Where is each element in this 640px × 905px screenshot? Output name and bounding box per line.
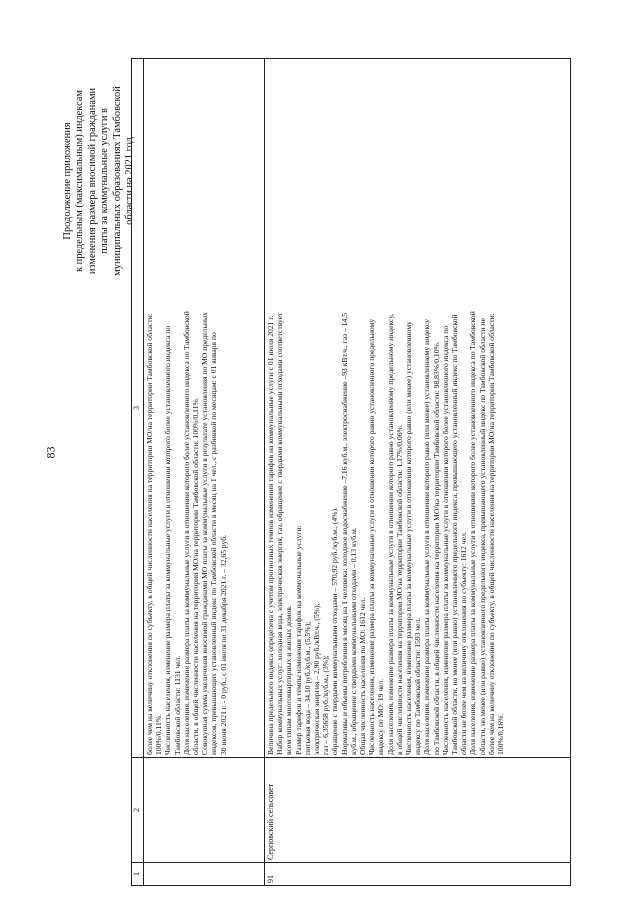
text-line: 100%/0,16%. bbox=[496, 713, 506, 755]
text-line: электрическая энергия – 2,90 руб./кВт.ч., (5%); bbox=[312, 603, 322, 755]
text-line: 30 июня 2021 г. - 0 руб.; с 01 июля по 31 декабря 2021 г. – 32,65 руб. bbox=[218, 534, 228, 755]
table-row bbox=[144, 59, 265, 886]
text-line: питьевая вода – 34,10 руб./куб.м., (5,5%); bbox=[302, 621, 312, 755]
text-line: к предельным (максимальным) индексам bbox=[74, 90, 86, 272]
text-line: 100%/0,11%. bbox=[154, 713, 164, 755]
text-line: Доля населения, изменение размера платы за коммунальные услуги в отношении которого более установленного индекса по Тамбовской bbox=[181, 311, 191, 755]
text-line: области на 2021 год bbox=[124, 137, 136, 225]
text-line: индексу по МО: 19 чел. bbox=[376, 678, 386, 755]
table-row bbox=[265, 59, 571, 886]
row-number bbox=[144, 863, 265, 886]
row-name bbox=[144, 758, 265, 863]
text-line: более чем на величину отклонения по субъекту, в общей численности населения на территории МО/на территории Тамбовской области: bbox=[145, 313, 154, 755]
text-line: платы за коммунальные услуги в bbox=[99, 108, 111, 254]
text-line: куб.м., обращение с твердыми коммунальными отходами – 0,13 куб.м. bbox=[348, 527, 358, 755]
text-line: в общей численности населения на территории МО/на территории Тамбовской области: 1,17%/0,06%. bbox=[394, 424, 404, 755]
header-col-2: 2 bbox=[132, 758, 144, 863]
text-line: Размер тарифов и темпы изменения тарифов на коммунальные услуги: bbox=[293, 525, 303, 755]
text-line: по Тамбовской области, в общей численности населения на территории МО/на территории Тамбовской области: 98,83%/0,10%. bbox=[431, 341, 441, 755]
text-line: Численность населения, изменение размера платы за коммунальные услуги в отношении которого более установленного индекса по bbox=[440, 325, 450, 755]
text-line: Доля населения, изменение размера платы за коммунальные услуги в отношении которого равно установленному предельному индексу, bbox=[385, 313, 395, 755]
text-line: обращение с твердыми коммунальными отходами – 570,92 руб./куб.м., (4%). bbox=[330, 507, 340, 755]
row-description bbox=[144, 59, 265, 758]
text-line: Численность населения, изменение размера платы за коммунальные услуги в отношении которого равно (или менее) установленному bbox=[404, 321, 414, 755]
row-name: Серповский сельсовет bbox=[265, 758, 571, 863]
table-header-row bbox=[132, 59, 144, 886]
text-line: Совокупная сумма увеличения вносимой гражданами МО платы за коммунальные услуги в результате установления по МО предельных bbox=[200, 312, 210, 755]
text-line: области, но менее (или равно) установленного предельного индекса, превышающего установленный индекс по Тамбовской области не bbox=[477, 318, 487, 755]
row-description bbox=[265, 59, 571, 758]
data-table bbox=[131, 58, 571, 886]
page-number: 83 bbox=[43, 446, 58, 459]
text-line: всем типам многоквартирных и жилых домов. bbox=[284, 605, 294, 755]
text-line: изменения размера вносимой гражданами bbox=[86, 87, 98, 275]
text-line: Доля населения, изменение размера платы за коммунальные услуги в отношении которого более установленного индекса по Тамбовской bbox=[468, 311, 478, 755]
text-line: Численность населения, изменение размера платы за коммунальные услуги в отношении которого равно установленного предельному bbox=[367, 318, 377, 755]
text-line: Набор коммунальных услуг: холодная вода, электрическая энергия, газ, обращение с твердыми коммунальными отходами соответствует bbox=[275, 312, 285, 755]
row-number: 91 bbox=[265, 863, 571, 886]
text-line: Тамбовской области: 1131 чел. bbox=[172, 655, 182, 755]
table-container bbox=[131, 58, 571, 886]
text-line: области, в общей численности населения на территории МО/на территории Тамбовской области: 100%/0,11%. bbox=[191, 397, 201, 755]
text-line: Доля населения, изменение размера платы за коммунальные услуги в отношении которого равно (или менее) установленному индексу bbox=[422, 319, 432, 755]
text-line: муниципальных образованиях Тамбовской bbox=[111, 86, 123, 276]
header-col-3: 3 bbox=[132, 59, 144, 758]
text-line: индексов, превышающих установленный индекс по Тамбовской области в месяц на 1 чел., с разбивкой по месяцам: с 01 января по bbox=[209, 332, 219, 755]
text-line: газ – 6,35658 руб./куб.м., (3%); bbox=[321, 655, 331, 755]
header-col-1: 1 bbox=[132, 863, 144, 886]
text-line: более чем на величину отклонения по субъекту, в общей численности населения на территории МО/на территории Тамбовской области: bbox=[486, 313, 496, 755]
text-line: Нормативы и объемы потребления в месяц на 1 человека: холодное водоснабжение –7,16 куб.м., электроснабжение –93 кВт.ч., газ – 14,5 bbox=[339, 313, 349, 755]
text-line: области не более чем на величину отклонения по субъекту: 1612 чел. bbox=[459, 531, 469, 755]
text-line: Общая численность населения по МО: 1612 чел. bbox=[358, 597, 368, 755]
text-line: Величина предельного индекса определена с учетом прогнозных темпов изменения тарифов на коммунальные услуги с 01 июля 2021 г. bbox=[266, 315, 275, 755]
text-line: Тамбовской области, но менее (или равно) установленного предельного индекса, превышающего установленный индекс по Тамбовской bbox=[450, 314, 460, 755]
text-line: Продолжение приложения bbox=[62, 122, 73, 240]
caption bbox=[62, 56, 136, 306]
text-line: индексу по Тамбовской области: 1593 чел. bbox=[413, 617, 423, 755]
caption-text bbox=[62, 56, 136, 306]
text-line: Численность населения, изменение размера платы за коммунальные услуги в отношении которого более установленного индекса по bbox=[163, 325, 173, 755]
